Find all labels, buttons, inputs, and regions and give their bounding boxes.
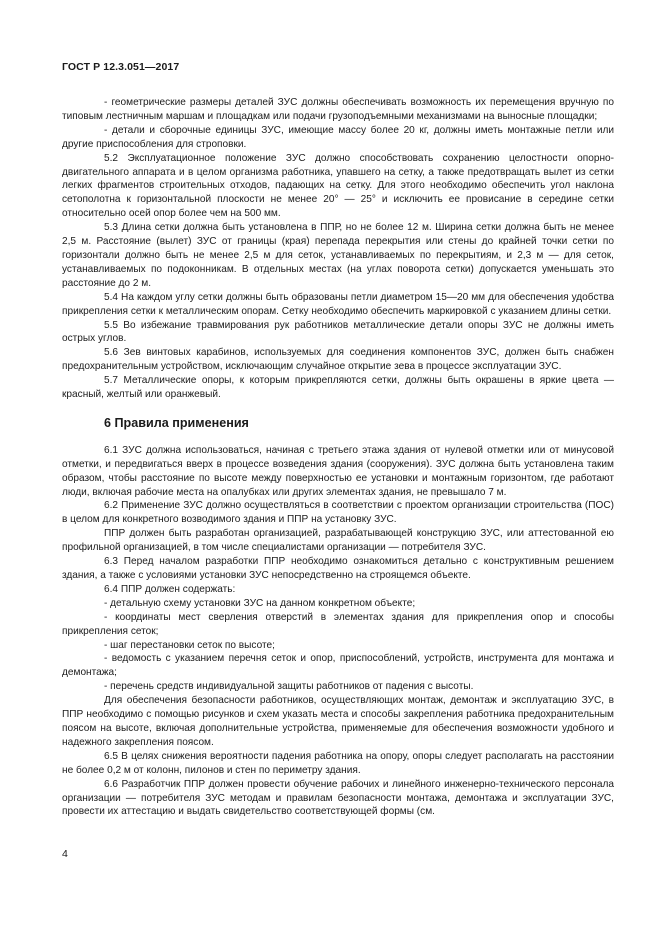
paragraph: Для обеспечения безопасности работников, осуществляющих монтаж, демонтаж и эксплуатацию ЗУС, в ППР необходимо с помощью рисунков и схем указать места и способы закрепления работника предохранительным поясом на высоте, включая дополнительные устройства, применяемые для обеспечения возможности удобного и надежного закрепления поясом. xyxy=(62,695,614,748)
paragraph: 6.5 В целях снижения вероятности падения работника на опору, опоры следует располагать на расстоянии не более 0,2 м от колонн, пилонов и стен по периметру здания. xyxy=(62,750,614,776)
paragraph: 5.3 Длина сетки должна быть установлена в ППР, но не более 12 м. Ширина сетки должна быть не менее 2,5 м. Расстояние (вылет) ЗУС от границы (края) перепада перекрытия или стены до крайней точки сетки по горизонтали должно быть не менее 2,5 м для сеток, устанавливаемых по перекрытиям, и 2,3 м — для сеток, устанавливаемых по подоконникам. В отдельных местах (на углах поворота сетки) допускается уменьшать это расстояние до 2 м. xyxy=(62,222,614,289)
paragraph: - геометрические размеры деталей ЗУС должны обеспечивать возможность их перемещения вручную по типовым лестничным маршам и площадкам или подачи грузоподъемными механизмами на выносные площадки; xyxy=(62,97,614,122)
paragraph: 5.5 Во избежание травмирования рук работников металлические детали опоры ЗУС не должны иметь острых углов. xyxy=(62,319,614,345)
list-item: - координаты мест сверления отверстий в элементах здания для прикрепления опор и способы прикрепления сеток; xyxy=(62,611,614,637)
list-item: - детальную схему установки ЗУС на данном конкретном объекте; xyxy=(104,597,416,609)
section-title: 6 Правила применения xyxy=(104,415,249,430)
document-body xyxy=(62,96,614,819)
document-header: ГОСТ Р 12.3.051—2017 xyxy=(62,61,180,73)
list-item: - ведомость с указанием перечня сеток и опор, приспособлений, устройств, инструмента для монтажа и демонтажа; xyxy=(62,653,614,679)
paragraph: 5.2 Эксплуатационное положение ЗУС должно способствовать сохранению целостности опорно-двигательного аппарата и в целом организма работника, упавшего на сетку, а также предотвращать вылет из сетки легких фрагментов строительных отходов, падающих на сетку. Для этого необходимо обеспечить угол наклона сетополотна к горизонтальной плоскости не менее 20° — 25° и исключить ее провисание в середине сетки относительно осей опор более чем на 500 мм. xyxy=(62,152,614,220)
paragraph: 6.1 ЗУС должна использоваться, начиная с третьего этажа здания от нулевой отметки или от минусовой отметки, и передвигаться вверх в процессе возведения здания (сооружения). ЗУС должна быть установлена таким образом, чтобы расстояние по высоте между поверхностью ее установки и монтажным горизонтом, где работают люди, включая рабочие места на опалубках или других элементах здания, не превышало 7 м. xyxy=(62,444,614,498)
paragraph: 6.3 Перед началом разработки ППР необходимо ознакомиться детально с конструктивным решением здания, а также с условиями установки ЗУС непосредственно на строящемся объекте. xyxy=(62,556,614,581)
paragraph: 5.4 На каждом углу сетки должны быть образованы петли диаметром 15—20 мм для обеспечения удобства прикрепления сетки к металлическим опорам. Сетку необходимо обеспечить маркировкой с указанием длины сетки. xyxy=(62,291,614,317)
list-item: - шаг перестановки сеток по высоте; xyxy=(104,639,275,651)
paragraph: 6.6 Разработчик ППР должен провести обучение рабочих и линейного инженерно-технического персонала организации — потребителя ЗУС методам и правилам безопасности монтажа, демонтажа и эксплуатации ЗУС, провести их аттестацию и выдать свидетельство соответствующей формы (см. xyxy=(62,778,614,818)
paragraph: - детали и сборочные единицы ЗУС, имеющие массу более 20 кг, должны иметь монтажные петли или другие приспособления для строповки. xyxy=(62,124,614,150)
paragraph: ППР должен быть разработан организацией, разрабатывающей конструкцию ЗУС, или аттестованной ею профильной организацией, в том числе специалистами организации — потребителя ЗУС. xyxy=(62,528,614,554)
paragraph: 6.4 ППР должен содержать: xyxy=(104,583,236,595)
paragraph: 6.2 Применение ЗУС должно осуществляться в соответствии с проектом организации строительства (ПОС) в целом для конкретного возводимого здания и ППР на установку ЗУС. xyxy=(62,500,614,526)
page-number: 4 xyxy=(62,848,68,860)
paragraph: 5.7 Металлические опоры, к которым прикрепляются сетки, должны быть окрашены в яркие цвета — красный, желтый или оранжевый. xyxy=(62,375,614,401)
paragraph: 5.6 Зев винтовых карабинов, используемых для соединения компонентов ЗУС, должен быть снабжен предохранительным устройством, исключающим случайное открытие зева в процессе эксплуатации ЗУС. xyxy=(62,347,614,373)
list-item: - перечень средств индивидуальной защиты работников от падения с высоты. xyxy=(104,681,474,693)
